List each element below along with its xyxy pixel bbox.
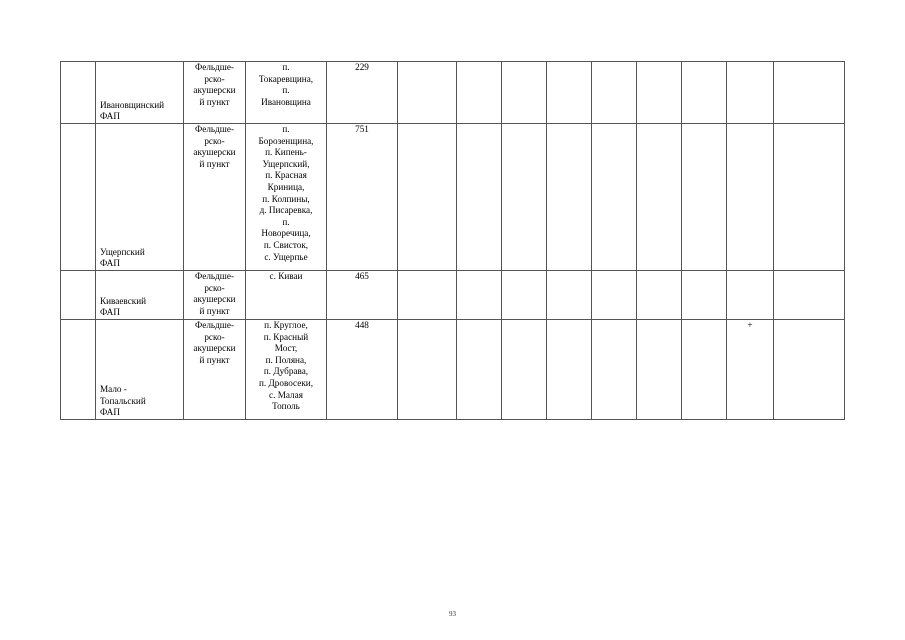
fap-type-line: й пункт xyxy=(199,96,230,107)
village-line: п. Дровосеки, xyxy=(258,377,313,388)
villages-cell xyxy=(246,62,327,124)
table-cell-empty xyxy=(637,62,682,124)
village-line: с. Ущерпье xyxy=(264,251,308,262)
village-line: Тополь xyxy=(272,401,300,412)
village-line: п. xyxy=(282,216,290,227)
village-line: с. Малая xyxy=(269,389,303,400)
village-line: Токаревщина, xyxy=(258,73,314,84)
table-cell-empty xyxy=(547,124,592,271)
table-cell-empty xyxy=(398,271,457,320)
table-cell-empty xyxy=(502,124,547,271)
fap-type-cell xyxy=(184,320,246,420)
village-line: п. Свисток, xyxy=(263,239,309,250)
fap-type-line: акушерски xyxy=(193,147,236,158)
table-cell-empty xyxy=(592,124,637,271)
table-cell-empty xyxy=(502,271,547,320)
table-cell-empty xyxy=(592,271,637,320)
village-line: Новоречица, xyxy=(261,228,311,239)
fap-name-line: Ущерпский xyxy=(100,246,145,257)
village-line: п. Поляна, xyxy=(265,354,307,365)
population-cell: 448 xyxy=(327,320,398,420)
mark-cell: + xyxy=(727,320,774,420)
table-cell-empty xyxy=(398,62,457,124)
table-row xyxy=(61,62,845,124)
village-line: п. xyxy=(282,85,290,96)
village-line: п. Дубрава, xyxy=(263,366,309,377)
fap-name-cell xyxy=(96,124,184,271)
table-cell-empty xyxy=(682,62,727,124)
population-cell: 229 xyxy=(327,62,398,124)
table-cell-empty xyxy=(398,320,457,420)
fap-type-line: акушерски xyxy=(193,294,236,305)
fap-type-line: акушерски xyxy=(193,85,236,96)
fap-name-line: ФАП xyxy=(100,258,120,269)
village-line: п. Красный xyxy=(263,331,309,342)
table-cell-index xyxy=(61,320,96,420)
table-cell-index xyxy=(61,271,96,320)
table-cell-index xyxy=(61,124,96,271)
fap-type-line: Фельдше- xyxy=(195,320,234,330)
fap-type-cell xyxy=(184,62,246,124)
village-line: Криница, xyxy=(267,181,305,192)
table-cell-empty xyxy=(682,124,727,271)
fap-type-line: рско- xyxy=(204,282,225,293)
fap-name-line: Киваевский xyxy=(100,295,147,306)
table-row xyxy=(61,271,845,320)
mark-cell xyxy=(727,62,774,124)
table-cell-empty xyxy=(592,62,637,124)
table-cell-empty xyxy=(457,271,502,320)
fap-name-cell xyxy=(96,62,184,124)
village-line: п. Круглое, xyxy=(264,320,308,330)
fap-name-line: ФАП xyxy=(100,407,120,418)
table-cell-empty xyxy=(592,320,637,420)
fap-type-cell xyxy=(184,271,246,320)
fap-name-line: ФАП xyxy=(100,111,120,122)
table-cell-empty xyxy=(774,62,845,124)
fap-name-cell xyxy=(96,320,184,420)
fap-name-line: Ивановщинский xyxy=(100,99,165,110)
villages-cell xyxy=(246,124,327,271)
table-cell-empty xyxy=(637,271,682,320)
fap-type-line: й пункт xyxy=(199,305,230,316)
village-line: п. Кипень- xyxy=(265,147,307,158)
village-line: д. Писаревка, xyxy=(259,205,313,216)
table-cell-index xyxy=(61,62,96,124)
village-line: Ивановщина xyxy=(261,96,311,107)
fap-name-line: ФАП xyxy=(100,307,120,318)
mark-cell xyxy=(727,271,774,320)
page-number: 93 xyxy=(449,610,456,618)
fap-table xyxy=(60,61,845,420)
village-line: с. Киваи xyxy=(269,271,303,281)
fap-type-line: Фельдше- xyxy=(195,124,234,134)
table-cell-empty xyxy=(774,320,845,420)
village-line: п. Колпины, xyxy=(262,193,310,204)
table-cell-empty xyxy=(457,62,502,124)
table-cell-empty xyxy=(547,271,592,320)
fap-type-line: й пункт xyxy=(199,158,230,169)
table-cell-empty xyxy=(682,320,727,420)
fap-table-body xyxy=(61,62,845,420)
village-line: Ущерпский, xyxy=(262,158,310,169)
fap-type-cell xyxy=(184,124,246,271)
population-cell: 465 xyxy=(327,271,398,320)
fap-type-line: рско- xyxy=(204,135,225,146)
fap-name-line: Топальский xyxy=(100,395,146,406)
table-cell-empty xyxy=(774,124,845,271)
fap-type-line: рско- xyxy=(204,331,225,342)
village-line: Мост, xyxy=(274,343,298,354)
table-row xyxy=(61,124,845,271)
table-cell-empty xyxy=(637,320,682,420)
fap-type-line: й пункт xyxy=(199,354,230,365)
table-cell-empty xyxy=(398,124,457,271)
fap-type-line: акушерски xyxy=(193,343,236,354)
table-cell-empty xyxy=(457,320,502,420)
village-line: п. xyxy=(282,124,290,134)
table-cell-empty xyxy=(774,271,845,320)
village-line: Борозенщина, xyxy=(258,135,314,146)
table-cell-empty xyxy=(502,62,547,124)
mark-cell xyxy=(727,124,774,271)
villages-cell xyxy=(246,320,327,420)
village-line: п. xyxy=(282,62,290,72)
table-cell-empty xyxy=(637,124,682,271)
table-cell-empty xyxy=(547,62,592,124)
population-cell: 751 xyxy=(327,124,398,271)
table-cell-empty xyxy=(547,320,592,420)
table-cell-empty xyxy=(457,124,502,271)
village-line: п. Красная xyxy=(265,170,307,181)
fap-type-line: Фельдше- xyxy=(195,62,234,72)
fap-type-line: Фельдше- xyxy=(195,271,234,281)
table-cell-empty xyxy=(682,271,727,320)
table-cell-empty xyxy=(502,320,547,420)
fap-type-line: рско- xyxy=(204,73,225,84)
table-row xyxy=(61,320,845,420)
fap-name-line: Мало - xyxy=(100,384,127,395)
villages-cell xyxy=(246,271,327,320)
fap-name-cell xyxy=(96,271,184,320)
